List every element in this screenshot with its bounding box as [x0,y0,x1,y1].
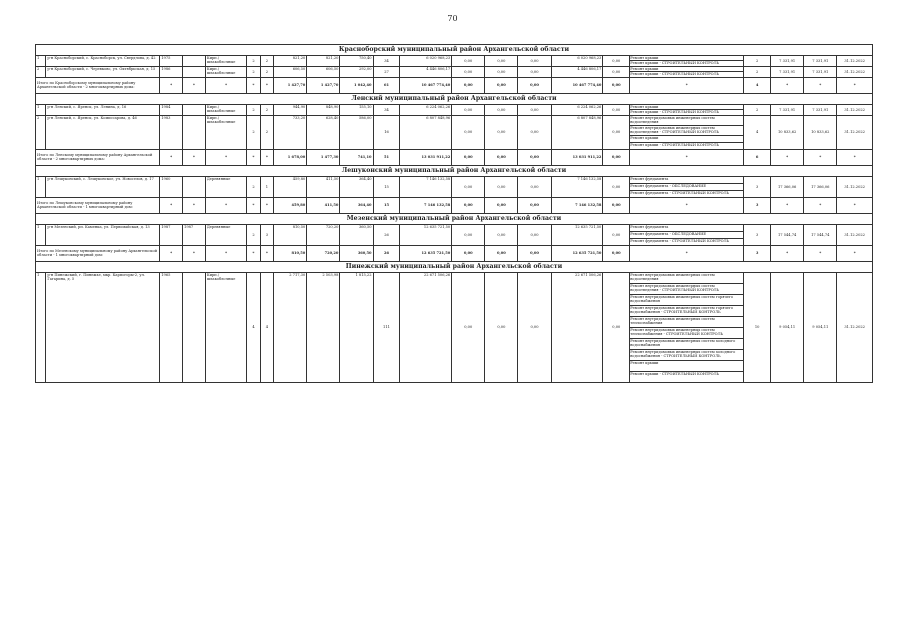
funding-federal: 0,00 [452,245,485,261]
floors-count: 2 [247,176,260,197]
residential-area: 1 042,40 [340,77,373,93]
district-header-row [36,165,873,176]
placeholder-star: * [630,77,744,93]
residential-area: 741,10 [340,149,373,165]
district-total-label: Итого по Ленскому муниципальному району Архангельской области - 2 многоквартирных дома: [36,149,160,165]
placeholder-star: * [247,77,260,93]
funding-federal: 0,00 [452,77,485,93]
repair-works-list [630,272,744,382]
total-area: 1 427,70 [274,77,307,93]
completion-date: 31.12.2022 [837,224,873,245]
repair-cost-total: 12 635 721,50 [400,224,452,245]
district-header-row [36,45,873,56]
total-area: 1 678,00 [274,149,307,165]
placeholder-star: * [183,77,206,93]
district-total-label: Итого по Красноборскому муниципальному району Архангельской области - 2 многоквартирных дома: [36,77,160,93]
repair-works-list [630,115,744,149]
repair-work-item: Ремонт крыши [630,67,743,72]
funding-federal: 0,00 [452,149,485,165]
funding-owners: 12 635 721,50 [551,245,603,261]
funding-regional: 0,00 [485,197,518,213]
placeholder-star: * [205,197,246,213]
district-total-row [36,197,873,213]
cost-per-sqm: 10 833,62 [771,115,804,149]
year-commissioned: 1987 [183,224,206,245]
funding-other: 0,00 [603,56,630,67]
repair-cost-total: 22 671 506,26 [400,272,452,382]
premises-area: 628,40 [307,115,340,149]
year-built: 1987 [160,224,183,245]
funding-local: 0,00 [518,77,551,93]
total-area: 810,50 [274,224,307,245]
placeholder-star: * [260,197,273,213]
residential-area: 750,40 [340,56,373,67]
row-number: 1 [36,104,46,115]
year-built: 1965 [160,272,183,382]
funding-federal: 0,00 [452,66,485,77]
repair-work-item: Ремонт внутридомовых инженерных систем холодного водоснабжения - СТРОИТЕЛЬНЫЙ КОНТРОЛЬ [630,350,743,361]
repair-work-item: Ремонт фундамента [630,225,743,232]
placeholder-star: * [771,77,804,93]
row-number: 2 [36,115,46,149]
repair-work-item: Ремонт внутридомовых инженерных систем водоотведения - СТРОИТЕЛЬНЫЙ КОНТРОЛЬ [630,126,743,136]
placeholder-star: * [247,197,260,213]
funding-local: 0,00 [518,176,551,197]
cost-per-sqm: 7 331,91 [771,56,804,67]
repair-work-item: Ремонт крыши - СТРОИТЕЛЬНЫЙ КОНТРОЛЬ [630,72,720,77]
works-count: 4 [744,115,771,149]
table-row [36,115,873,149]
funding-owners: 6 807 848,96 [551,115,603,149]
residents-count: 26 [373,224,400,245]
residents-count: 34 [373,104,400,115]
placeholder-star: * [771,245,804,261]
funding-regional: 0,00 [485,149,518,165]
residential-area: 360,50 [340,245,373,261]
district-header-row [36,93,873,104]
repair-work-item: Ремонт фундамента - СТРОИТЕЛЬНЫЙ КОНТРОЛЬ [630,238,729,243]
funding-regional: 0,00 [485,115,518,149]
repair-work-item: Ремонт фундамента [630,177,743,184]
placeholder-star: * [804,245,837,261]
cost-per-sqm: 17 366,06 [771,176,804,197]
repair-cost-total: 6 224 062,26 [400,104,452,115]
repair-work-item: Ремонт крыши [630,361,743,372]
residents-count: 26 [373,245,400,261]
placeholder-star: * [260,149,273,165]
placeholder-star: * [205,77,246,93]
district-title: Пинежский муниципальный район Архангельской области [36,261,873,272]
repair-works-list [630,176,744,197]
completion-date: 31.12.2022 [837,66,873,77]
building-address: р-н Мезенский, рп. Каменка, ул. Первомайская, д. 13 [46,224,160,245]
repair-work-item: Ремонт крыши - СТРОИТЕЛЬНЫЙ КОНТРОЛЬ [630,61,720,66]
residential-area: 360,50 [340,224,373,245]
completion-date: 31.12.2022 [837,272,873,382]
funding-regional: 0,00 [485,104,518,115]
residents-count: 15 [373,176,400,197]
building-address: р-н Красноборский, с. Черевково, ул. Октябрьская, д. 15 [46,66,160,77]
funding-owners: 22 671 506,26 [551,272,603,382]
placeholder-star: * [160,77,183,93]
funding-regional: 0,00 [485,77,518,93]
funding-local: 0,00 [518,115,551,149]
district-total-row [36,77,873,93]
residential-area: 364,40 [340,197,373,213]
placeholder-star: * [183,245,206,261]
placeholder-star: * [160,197,183,213]
year-built: 1975 [160,56,183,67]
funding-local: 0,00 [518,224,551,245]
entrances-count: 1 [260,176,273,197]
repair-work-item: Ремонт внутридомовых инженерных систем теплоснабжения [630,317,743,328]
repair-work-item: Ремонт фундамента - ОБСЛЕДОВАНИЕ [630,184,743,191]
completion-date: 31.12.2022 [837,56,873,67]
funding-federal: 0,00 [452,56,485,67]
district-header-row [36,213,873,224]
district-total-row [36,245,873,261]
funding-federal: 0,00 [452,104,485,115]
funding-regional: 0,00 [485,176,518,197]
placeholder-star: * [837,77,873,93]
wall-material: Деревянные [205,176,246,197]
total-area: 2 717,30 [274,272,307,382]
building-address: р-н Лешуконский, с. Лешуконское, ул. Новоселов, д. 17 [46,176,160,197]
residential-area: 155,10 [340,104,373,115]
year-commissioned [183,115,206,149]
works-count: 3 [744,176,771,197]
repair-work-item: Ремонт крыши [630,136,743,143]
placeholder-star: * [837,197,873,213]
residents-count: 16 [373,115,400,149]
funding-other: 0,00 [603,197,630,213]
repair-works-list [630,104,744,115]
total-area: 821,20 [274,56,307,67]
max-cost-per-sqm: 10 833,62 [804,115,837,149]
funding-federal: 0,00 [452,224,485,245]
residents-count: 111 [373,272,400,382]
year-commissioned [183,66,206,77]
placeholder-star: * [160,245,183,261]
floors-count: 2 [247,56,260,67]
wall-material: Кирп./ шлакоблочные [205,272,246,382]
funding-other: 0,00 [603,104,630,115]
funding-other: 0,00 [603,149,630,165]
cost-per-sqm: 9 054,11 [771,272,804,382]
premises-area: 1 427,70 [307,77,340,93]
year-commissioned [183,56,206,67]
premises-area: 720,20 [307,245,340,261]
premises-area: 821,20 [307,56,340,67]
placeholder-star: * [247,245,260,261]
cost-per-sqm: 17 544,74 [771,224,804,245]
table-row [36,176,873,197]
max-cost-per-sqm: 7 331,91 [804,66,837,77]
floors-count: 2 [247,104,260,115]
premises-area: 720,20 [307,224,340,245]
year-built: 1984 [160,104,183,115]
wall-material: Кирп./ шлакоблочные [205,115,246,149]
wall-material: Кирп./ шлакоблочные [205,56,246,67]
district-total-label: Итого по Мезенскому муниципальному району Архангельской области - 1 многоквартирный дом: [36,245,160,261]
repair-cost-total: 4 446 806,17 [400,66,452,77]
capital-repair-register-table [35,44,873,383]
works-count: 2 [744,66,771,77]
funding-other: 0,00 [603,272,630,382]
residents-count: 15 [373,197,400,213]
repair-works-list [630,56,744,67]
wall-material: Деревянные [205,224,246,245]
wall-material: Кирп./ шлакоблочные [205,66,246,77]
page-number: 70 [447,14,458,23]
table-row [36,272,873,382]
residential-area: 1 815,22 [340,272,373,382]
residents-count: 61 [373,77,400,93]
building-address: р-н Ленский, с. Яренск, ул. Комиссарова, д. 46 [46,115,160,149]
funding-local: 0,00 [518,104,551,115]
funding-local: 0,00 [518,66,551,77]
max-cost-per-sqm: 9 054,11 [804,272,837,382]
total-area: 810,50 [274,245,307,261]
placeholder-star: * [804,77,837,93]
placeholder-star: * [160,149,183,165]
table-row [36,104,873,115]
repair-work-item: Ремонт внутридомовых инженерных систем водоотведения [630,273,743,284]
funding-other: 0,00 [603,115,630,149]
funding-regional: 0,00 [485,272,518,382]
premises-area: 411,50 [307,176,340,197]
works-count: 10 [744,272,771,382]
district-header-row [36,261,873,272]
funding-other: 0,00 [603,224,630,245]
table-row [36,66,873,77]
wall-material: Кирп./ шлакоблочные [205,104,246,115]
repair-work-item: Ремонт крыши - СТРОИТЕЛЬНЫЙ КОНТРОЛЬ [630,371,720,376]
works-count: 3 [744,224,771,245]
funding-owners: 6 224 062,26 [551,104,603,115]
repair-work-item: Ремонт крыши [630,105,743,110]
works-count: 6 [744,149,771,165]
funding-owners: 7 146 132,58 [551,197,603,213]
placeholder-star: * [205,149,246,165]
floors-count: 2 [247,66,260,77]
max-cost-per-sqm: 17 366,06 [804,176,837,197]
placeholder-star: * [771,197,804,213]
district-title: Лешуконский муниципальный район Архангельской области [36,165,873,176]
funding-local: 0,00 [518,149,551,165]
repair-cost-total: 7 146 132,58 [400,197,452,213]
total-area: 944,90 [274,104,307,115]
row-number: 2 [36,66,46,77]
placeholder-star: * [247,149,260,165]
entrances-count: 4 [260,272,273,382]
year-commissioned [183,104,206,115]
floors-count: 2 [247,224,260,245]
works-count: 3 [744,245,771,261]
floors-count: 4 [247,272,260,382]
max-cost-per-sqm: 7 331,91 [804,56,837,67]
funding-local: 0,00 [518,56,551,67]
funding-regional: 0,00 [485,56,518,67]
completion-date: 31.12.2022 [837,115,873,149]
repair-works-list [630,224,744,245]
year-commissioned [183,272,206,382]
placeholder-star: * [630,197,744,213]
repair-cost-total: 10 467 774,40 [400,77,452,93]
works-count: 4 [744,77,771,93]
total-area: 459,80 [274,197,307,213]
premises-area: 2 503,98 [307,272,340,382]
entrances-count: 3 [260,224,273,245]
placeholder-star: * [260,245,273,261]
repair-work-item: Ремонт крыши - СТРОИТЕЛЬНЫЙ КОНТРОЛЬ [630,110,720,115]
funding-other: 0,00 [603,245,630,261]
repair-work-item: Ремонт внутридомовых инженерных систем горячего водоснабжения - СТРОИТЕЛЬНЫЙ КОНТРОЛЬ [630,306,743,317]
funding-owners: 13 031 911,22 [551,149,603,165]
total-area: 459,80 [274,176,307,197]
entrances-count: 2 [260,56,273,67]
residents-count: 51 [373,149,400,165]
entrances-count: 2 [260,66,273,77]
year-commissioned [183,176,206,197]
row-number: 1 [36,224,46,245]
placeholder-star: * [205,245,246,261]
placeholder-star: * [804,197,837,213]
premises-area: 411,50 [307,197,340,213]
repair-work-item: Ремонт фундамента - СТРОИТЕЛЬНЫЙ КОНТРОЛЬ [630,190,729,195]
max-cost-per-sqm: 17 544,74 [804,224,837,245]
works-count: 3 [744,197,771,213]
placeholder-star: * [837,245,873,261]
funding-federal: 0,00 [452,272,485,382]
building-address: р-н Красноборский, с. Красноборск, ул. Свердлова, д. 42 [46,56,160,67]
table-row [36,56,873,67]
floors-count: 2 [247,115,260,149]
funding-local: 0,00 [518,197,551,213]
repair-cost-total: 7 146 132,58 [400,176,452,197]
repair-works-list [630,66,744,77]
funding-owners: 12 635 721,50 [551,224,603,245]
building-address: р-н Пинежский, г. Пинежье, мкр. Карпогоры-2, ул. Гагарина, д. 5 [46,272,160,382]
district-total-row [36,149,873,165]
placeholder-star: * [260,77,273,93]
total-area: 733,20 [274,115,307,149]
row-number: 1 [36,56,46,67]
placeholder-star: * [630,245,744,261]
residents-count: 27 [373,66,400,77]
funding-owners: 4 446 806,17 [551,66,603,77]
funding-other: 0,00 [603,66,630,77]
funding-regional: 0,00 [485,224,518,245]
repair-work-item: Ремонт внутридомовых инженерных систем горячего водоснабжения [630,295,743,306]
placeholder-star: * [183,149,206,165]
funding-owners: 6 020 968,23 [551,56,603,67]
repair-cost-total: 13 031 911,22 [400,149,452,165]
entrances-count: 2 [260,115,273,149]
placeholder-star: * [183,197,206,213]
premises-area: 1 477,30 [307,149,340,165]
funding-owners: 10 467 774,40 [551,77,603,93]
district-total-label: Итого по Лешуконскому муниципальному району Архангельской области - 1 многоквартирный дом: [36,197,160,213]
table-row [36,224,873,245]
funding-federal: 0,00 [452,176,485,197]
total-area: 606,50 [274,66,307,77]
funding-other: 0,00 [603,77,630,93]
funding-federal: 0,00 [452,115,485,149]
repair-work-item: Ремонт внутридомовых инженерных систем холодного водоснабжения [630,339,743,350]
repair-cost-total: 6 807 848,96 [400,115,452,149]
entrances-count: 2 [260,104,273,115]
placeholder-star: * [630,149,744,165]
completion-date: 31.12.2022 [837,176,873,197]
residential-area: 364,40 [340,176,373,197]
funding-owners: 7 146 132,58 [551,176,603,197]
funding-federal: 0,00 [452,197,485,213]
placeholder-star: * [771,149,804,165]
repair-work-item: Ремонт крыши - СТРОИТЕЛЬНЫЙ КОНТРОЛЬ [630,142,720,147]
residents-count: 34 [373,56,400,67]
row-number: 1 [36,272,46,382]
repair-work-item: Ремонт внутридомовых инженерных систем водоотведения [630,116,743,126]
row-number: 1 [36,176,46,197]
completion-date: 31.12.2022 [837,104,873,115]
funding-regional: 0,00 [485,245,518,261]
repair-work-item: Ремонт крыши [630,56,743,61]
works-count: 2 [744,56,771,67]
building-address: р-н Ленский, с. Яренск, ул. Ленина, д. 16 [46,104,160,115]
year-built: 1960 [160,176,183,197]
placeholder-star: * [804,149,837,165]
residential-area: 292,00 [340,66,373,77]
premises-area: 848,90 [307,104,340,115]
funding-regional: 0,00 [485,66,518,77]
year-built: 1986 [160,66,183,77]
repair-work-item: Ремонт фундамента - ОБСЛЕДОВАНИЕ [630,232,743,239]
repair-work-item: Ремонт внутридомовых инженерных систем теплоснабжения - СТРОИТЕЛЬНЫЙ КОНТРОЛЬ [630,328,743,339]
cost-per-sqm: 7 331,91 [771,66,804,77]
funding-other: 0,00 [603,176,630,197]
repair-cost-total: 12 635 721,50 [400,245,452,261]
cost-per-sqm: 7 331,91 [771,104,804,115]
year-built: 1983 [160,115,183,149]
funding-local: 0,00 [518,272,551,382]
repair-cost-total: 6 020 968,23 [400,56,452,67]
funding-local: 0,00 [518,245,551,261]
district-title: Мезенский муниципальный район Архангельской области [36,213,873,224]
works-count: 2 [744,104,771,115]
district-title: Ленский муниципальный район Архангельской области [36,93,873,104]
repair-work-item: Ремонт внутридомовых инженерных систем водоотведения - СТРОИТЕЛЬНЫЙ КОНТРОЛЬ [630,284,743,295]
max-cost-per-sqm: 7 331,91 [804,104,837,115]
placeholder-star: * [837,149,873,165]
district-title: Красноборский муниципальный район Архангельской области [36,45,873,56]
premises-area: 606,50 [307,66,340,77]
residential-area: 586,00 [340,115,373,149]
